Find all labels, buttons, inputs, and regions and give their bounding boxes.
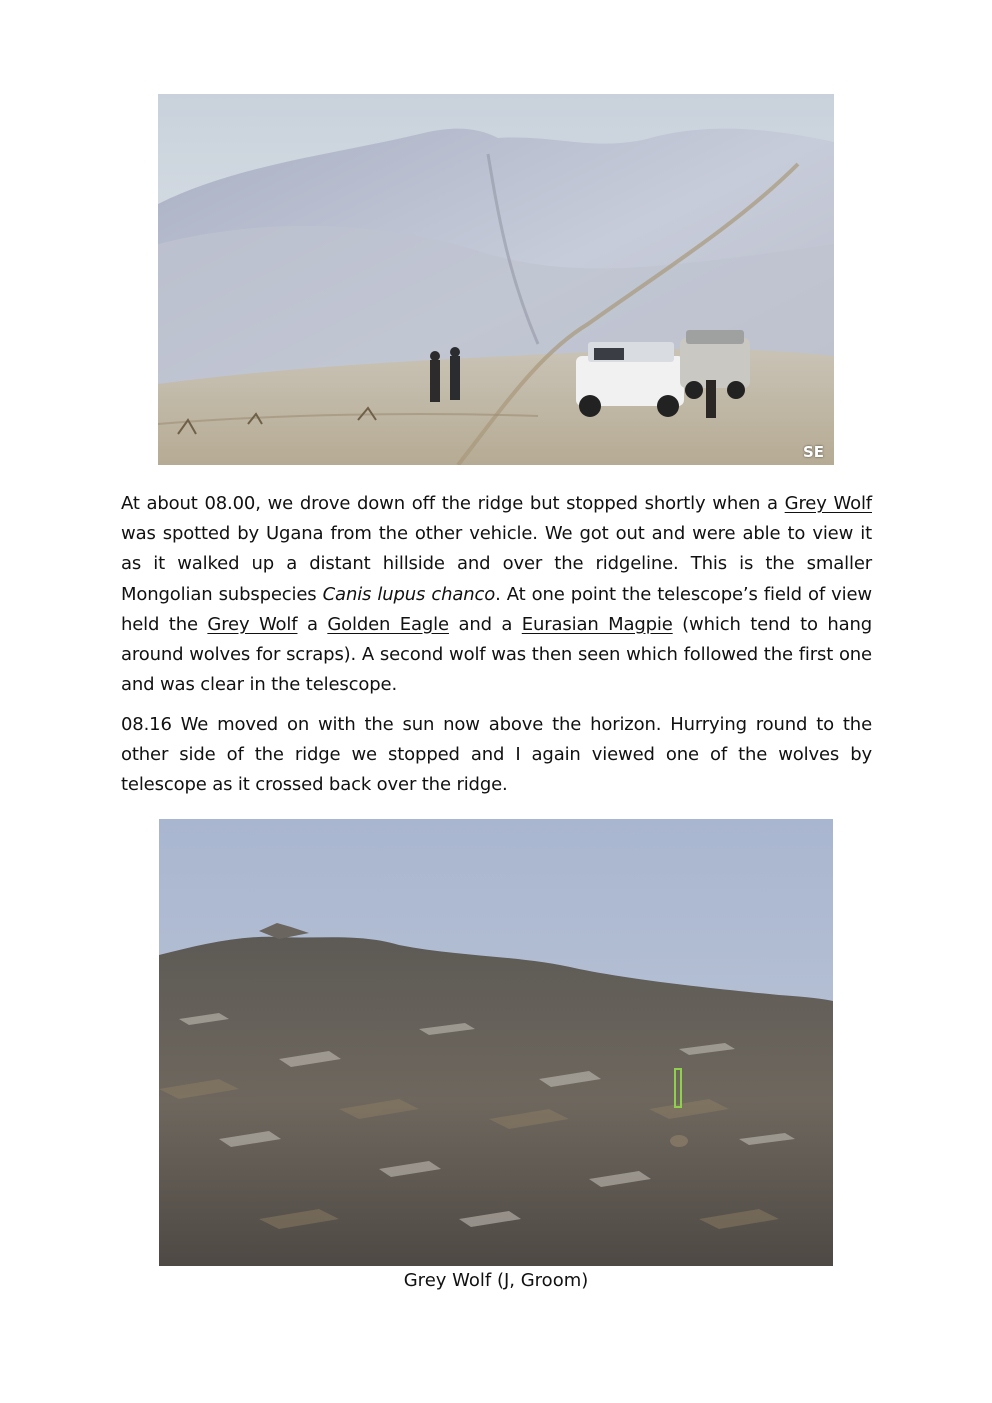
species-link-grey-wolf-2[interactable]: Grey Wolf — [207, 613, 298, 635]
hillside-scene — [158, 94, 834, 465]
latin-name: Canis lupus chanco — [322, 583, 496, 605]
para1-text-4: a — [297, 613, 328, 635]
photo-hillside-vehicles — [158, 94, 834, 465]
para1-text-6: (which tend to hang around wolves for scraps). A second wolf was then seen which followed the first one and was clear in the telescope. — [121, 613, 873, 696]
paragraph-wolf-sighting — [121, 489, 872, 700]
photo-credit: SE — [802, 443, 824, 461]
photo-caption: Grey Wolf (J, Groom) — [403, 1270, 589, 1291]
paragraph-moved-on: 08.16 We moved on with the sun now above the horizon. Hurrying round to the other side of the ridge we stopped and I again viewed one of the wolves by telescope as it crossed back over the ridge. — [121, 714, 872, 796]
species-link-grey-wolf[interactable]: Grey Wolf — [784, 493, 872, 514]
vehicle-white — [576, 342, 684, 417]
photo-grey-wolf-ridge — [159, 819, 833, 1266]
para1-text-5: and a — [448, 613, 522, 635]
ridge-scene — [159, 819, 833, 1266]
para1-text-3: . At one point the telescope’s field of view held the — [121, 583, 872, 635]
species-link-eurasian-magpie[interactable]: Eurasian Magpie — [521, 613, 673, 635]
para1-text-2: was spotted by Ugana from the other vehicle. We got out and were able to view it as it walked up a distant hillside and over the ridgeline. This is the smaller Mongolian subspecies — [121, 523, 872, 605]
para1-text-1: At about 08.00, we drove down off the ridge but stopped shortly when a — [121, 493, 785, 514]
species-link-golden-eagle[interactable]: Golden Eagle — [327, 613, 449, 635]
